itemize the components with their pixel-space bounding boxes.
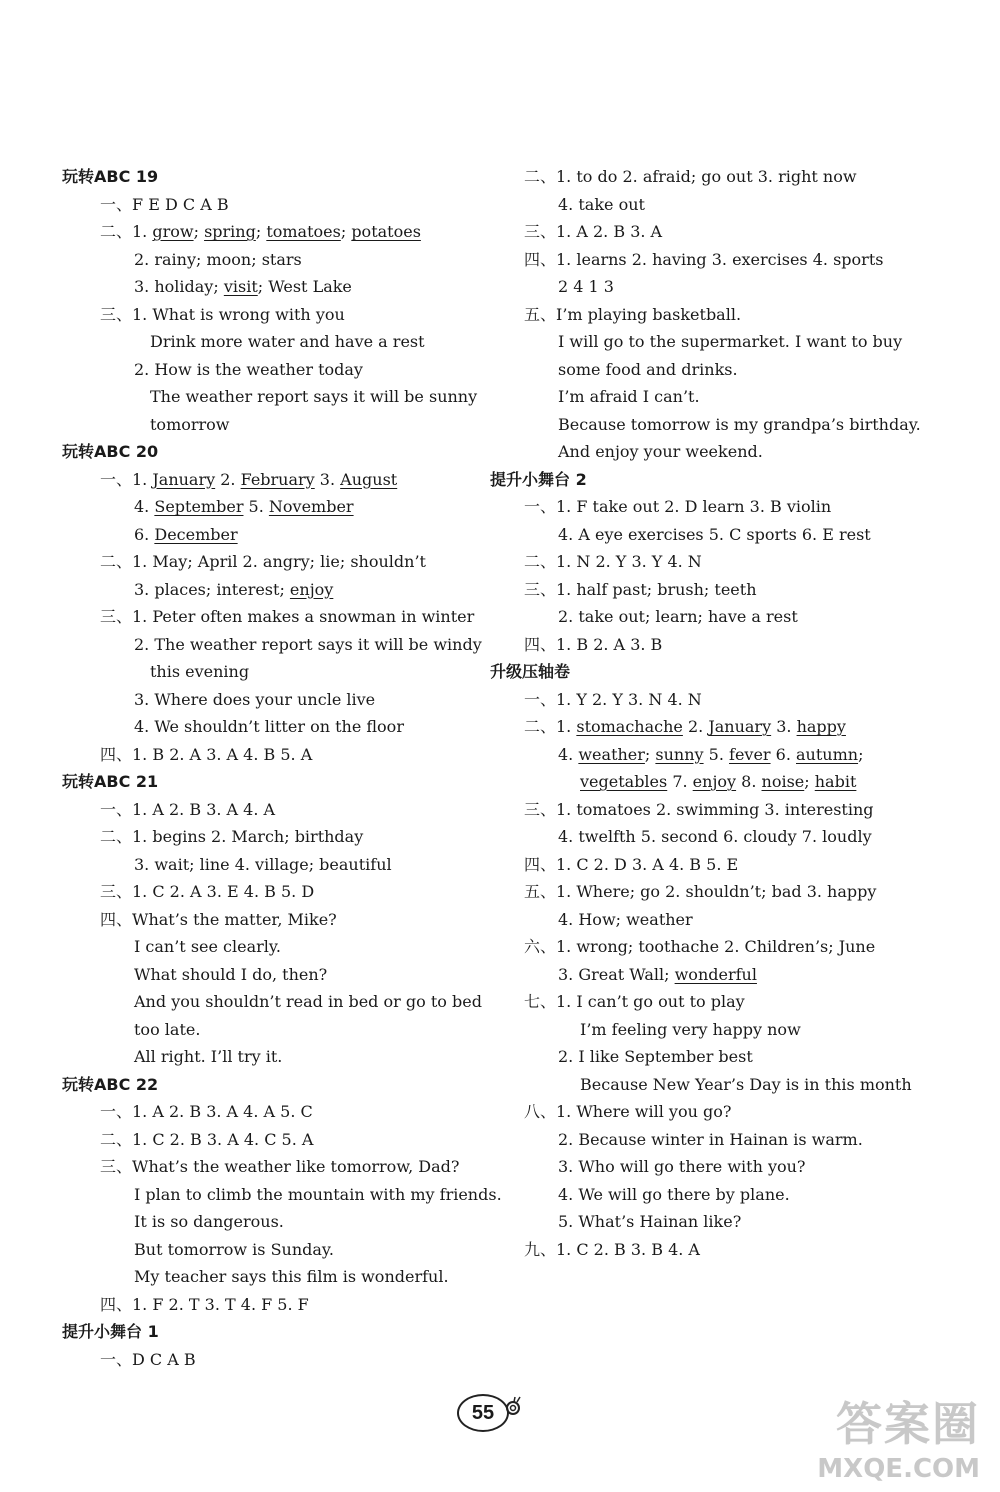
answer-line: 一、1. January 2. February 3. August	[100, 469, 398, 489]
section-title: 玩转ABC 20	[62, 442, 159, 461]
section-title: 提升小舞台 2	[490, 469, 587, 489]
answer-line: 4. September 5. November	[134, 497, 354, 516]
answer-line: 六、1. wrong; toothache 2. Children’s; June	[524, 937, 876, 956]
answer-line: Drink more water and have a rest	[150, 332, 425, 351]
answer-line: 四、1. learns 2. having 3. exercises 4. sports	[524, 249, 884, 269]
answer-line: I plan to climb the mountain with my friends.	[134, 1184, 502, 1204]
answer-line: 三、1. Peter often makes a snowman in winter	[100, 607, 475, 626]
answer-line: 一、D C A B	[100, 1349, 196, 1369]
answer-line: 6. December	[134, 524, 238, 544]
answer-line: 4. take out	[558, 194, 645, 214]
answer-line: this evening	[150, 662, 250, 681]
left-column	[62, 163, 502, 1373]
answer-line: 2. I like September best	[558, 1047, 753, 1066]
section-title: 玩转ABC 22	[62, 1074, 159, 1094]
answer-line: 4. How; weather	[558, 909, 693, 929]
answer-line: 三、1. A 2. B 3. A	[524, 222, 663, 241]
watermark-logo: 答案圈	[836, 1397, 980, 1451]
answer-line: 4. We shouldn’t litter on the floor	[134, 717, 404, 736]
watermark	[817, 1388, 980, 1484]
answer-line: 四、1. F 2. T 3. T 4. F 5. F	[100, 1294, 309, 1314]
answer-line: What should I do, then?	[134, 964, 328, 984]
answer-line: 一、1. A 2. B 3. A 4. A	[100, 799, 276, 819]
answer-line: some food and drinks.	[558, 359, 738, 379]
section-title: 玩转ABC 21	[62, 772, 159, 791]
answer-line: 一、1. F take out 2. D learn 3. B violin	[524, 497, 832, 516]
answer-line: 3. wait; line 4. village; beautiful	[134, 854, 392, 874]
answer-line: too late.	[134, 1019, 201, 1039]
answer-line: Because tomorrow is my grandpa’s birthday.	[558, 414, 921, 434]
answer-line: 3. Where does your uncle live	[134, 689, 376, 709]
answer-line: 三、1. C 2. A 3. E 4. B 5. D	[100, 882, 315, 901]
answer-line: 2. Because winter in Hainan is warm.	[558, 1129, 863, 1149]
answer-line: 3. Who will go there with you?	[558, 1157, 806, 1176]
answer-line: 三、1. tomatoes 2. swimming 3. interesting	[524, 799, 874, 819]
section-title: 升级压轴卷	[490, 662, 571, 681]
answer-line: 2. take out; learn; have a rest	[558, 607, 798, 626]
answer-line: 二、1. May; April 2. angry; lie; shouldn’t	[100, 552, 426, 571]
right-column	[490, 163, 921, 1263]
answer-line: 4. We will go there by plane.	[558, 1184, 790, 1204]
answer-line: tomorrow	[150, 414, 230, 434]
answer-line: 4. A eye exercises 5. C sports 6. E rest	[558, 524, 871, 544]
answer-line: 一、1. Y 2. Y 3. N 4. N	[524, 689, 702, 709]
answer-line: 一、1. A 2. B 3. A 4. A 5. C	[100, 1102, 313, 1121]
answer-line: 三、What’s the weather like tomorrow, Dad?	[100, 1157, 460, 1176]
answer-line: 2. The weather report says it will be windy	[134, 634, 482, 654]
answer-line: 2. rainy; moon; stars	[134, 249, 302, 269]
answer-line: 七、1. I can’t go out to play	[524, 992, 745, 1011]
answer-line: 2. How is the weather today	[134, 359, 363, 379]
section-title: 玩转ABC 19	[62, 167, 159, 186]
answer-line: I’m afraid I can’t.	[558, 387, 700, 406]
answer-line: And enjoy your weekend.	[558, 442, 763, 461]
answer-line: 二、1. grow; spring; tomatoes; potatoes	[100, 222, 421, 241]
answer-line: 八、1. Where will you go?	[524, 1102, 732, 1121]
answer-line: 二、1. N 2. Y 3. Y 4. N	[524, 552, 702, 571]
answer-line: 三、1. half past; brush; teeth	[524, 579, 757, 599]
answer-line: 五、I’m playing basketball.	[524, 304, 742, 324]
answer-line: The weather report says it will be sunny	[150, 387, 478, 406]
answer-line: 一、F E D C A B	[100, 194, 229, 214]
answer-line: 四、1. B 2. A 3. B	[524, 634, 663, 654]
answer-line: 二、1. C 2. B 3. A 4. C 5. A	[100, 1129, 314, 1149]
answer-line: 四、1. B 2. A 3. A 4. B 5. A	[100, 744, 313, 764]
answer-line: 二、1. to do 2. afraid; go out 3. right now	[524, 167, 857, 186]
snail-icon	[503, 1396, 523, 1416]
answer-line: My teacher says this film is wonderful.	[134, 1267, 449, 1286]
answer-line: 4. twelfth 5. second 6. cloudy 7. loudly	[558, 827, 872, 846]
answer-line: 3. places; interest; enjoy	[134, 579, 334, 599]
answer-line: It is so dangerous.	[134, 1212, 284, 1231]
answer-line: 2 4 1 3	[558, 277, 614, 296]
answer-line: I’m feeling very happy now	[580, 1019, 801, 1039]
answer-line: 4. weather; sunny 5. fever 6. autumn;	[558, 744, 864, 764]
answer-line: But tomorrow is Sunday.	[134, 1239, 334, 1259]
page-number: 55	[457, 1394, 509, 1432]
answer-line: 5. What’s Hainan like?	[558, 1212, 742, 1231]
answer-line: 三、1. What is wrong with you	[100, 304, 345, 324]
answer-line: I will go to the supermarket. I want to buy	[558, 332, 903, 351]
answer-line: 3. holiday; visit; West Lake	[134, 277, 352, 296]
answer-line: 二、1. begins 2. March; birthday	[100, 827, 364, 846]
answer-line: And you shouldn’t read in bed or go to bed	[134, 992, 482, 1011]
answer-line: I can’t see clearly.	[134, 937, 281, 956]
answer-line: vegetables 7. enjoy 8. noise; habit	[580, 772, 857, 791]
section-title: 提升小舞台 1	[62, 1322, 159, 1341]
page-number-badge	[455, 1390, 525, 1432]
answer-line: Because New Year’s Day is in this month	[580, 1074, 912, 1094]
answer-line: 3. Great Wall; wonderful	[558, 964, 757, 984]
answer-line: 四、What’s the matter, Mike?	[100, 909, 337, 929]
answer-line: 二、1. stomachache 2. January 3. happy	[524, 717, 846, 736]
watermark-url: MXQE.COM	[817, 1454, 980, 1484]
answer-line: All right. I’ll try it.	[134, 1047, 283, 1066]
answer-line: 五、1. Where; go 2. shouldn’t; bad 3. happy	[524, 882, 877, 901]
answer-line: 九、1. C 2. B 3. B 4. A	[524, 1239, 700, 1259]
answer-line: 四、1. C 2. D 3. A 4. B 5. E	[524, 854, 739, 874]
